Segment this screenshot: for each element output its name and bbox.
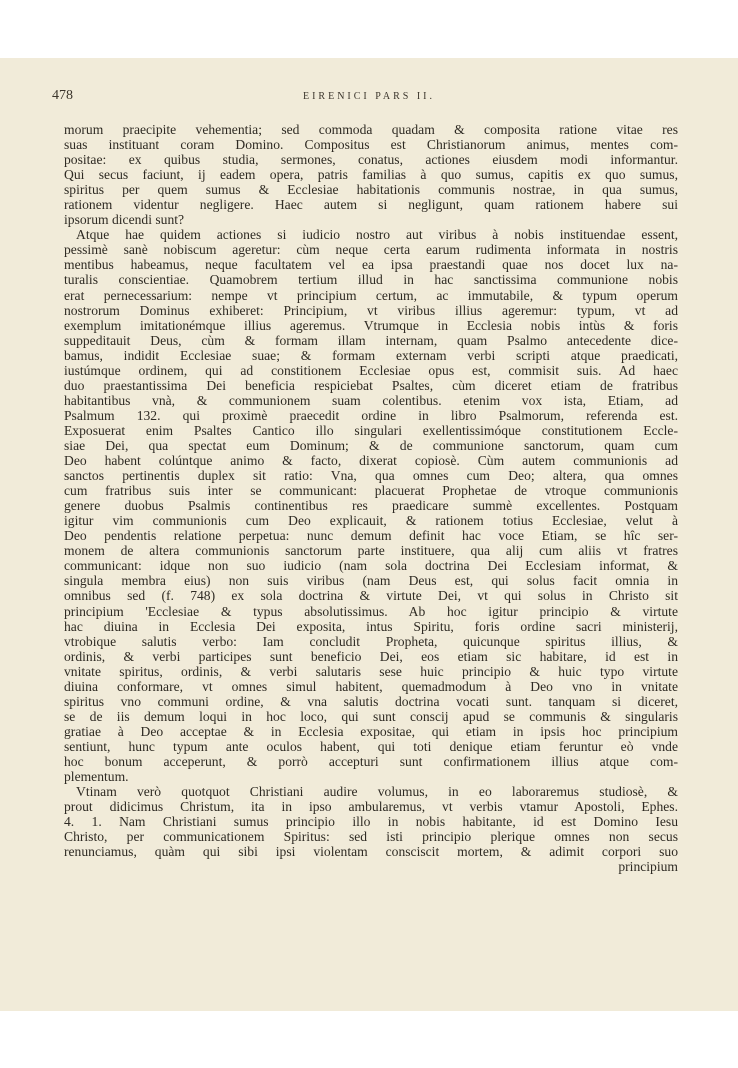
text-line: Christo, per communicationem Spiritus: sed isti principio plerique omnes non secus — [64, 829, 678, 845]
text-line: nostrorum Dominus exhiberet: Principium, vt viribus illius ageremur: typum, vt ad — [64, 302, 678, 318]
paragraph — [64, 122, 678, 227]
text-line: hoc bonum acceperunt, & porrò accepturi sunt confirmationem illius atque com- — [64, 753, 678, 769]
text-line: Deo habent colúntque animo & facto, dixerat copiosè. Cùm autem communionis ad — [64, 453, 678, 469]
page-header — [0, 88, 738, 108]
text-line: bamus, indidit Ecclesiae suae; & formam externam verbi scripti atque praedicati, — [64, 347, 678, 363]
text-line: Psalmum 132. qui proximè praecedit ordine in libro Psalmorum, referenda est. — [64, 407, 678, 423]
text-line: erat pernecessarium: nempe vt principium certum, ac immutabile, & typum operum — [64, 287, 678, 303]
text-line: Qui secus faciunt, ij eadem opera, patris familias à quo sumus, capitis ex quo sumus, — [64, 167, 678, 183]
text-line: ordinis, & verbi participes sunt beneficio Dei, eos etiam sic habitare, id est in — [64, 648, 678, 664]
text-line: turalis conscientiae. Quamobrem tertium illud in hac sanctissima communione nobis — [64, 272, 678, 288]
text-line: hac diuina in Ecclesia Dei exposita, intus Spiritu, foris ordine sacri ministerij, — [64, 618, 678, 634]
text-line: communicant: idque non suo iudicio (nam sola doctrina Dei Ecclesiam informat, & — [64, 558, 678, 574]
text-line: morum praecipite vehementia; sed commoda quadam & composita ratione vitae res — [64, 122, 678, 137]
text-line: vtrobique salutis verbo: Iam concludit Propheta, quicunque spiritus illius, & — [64, 633, 678, 649]
paragraph — [64, 227, 678, 784]
text-line: spiritus per quem sumus & Ecclesiae habitationis communis nostrae, in qua sumus, — [64, 182, 678, 198]
text-line: principium 'Ecclesiae & typus absolutissimus. Ab hoc igitur principio & virtute — [64, 603, 678, 619]
text-line: cum fratribus suis inter se communicant: placuerat Prophetae de vtroque communionis — [64, 483, 678, 499]
text-line: suas instituant coram Domino. Compositus est Christianorum animus, mentes com- — [64, 137, 678, 153]
text-line: spiritus vno communi ordine, & vna salutis doctrina vocati sunt. tanquam si diceret, — [64, 693, 678, 709]
text-line: habitantibus vnà, & communionem suam colentibus. etenim vox ista, Etiam, ad — [64, 392, 678, 408]
body-text — [64, 122, 678, 874]
text-line: Vtinam verò quotquot Christiani audire volumus, in eo laboraremus studiosè, & — [76, 784, 678, 800]
text-line: igitur vim communionis cum Deo explicauit, & rationem totius Ecclesiae, velut à — [64, 513, 678, 529]
text-line: renunciamus, quàm qui sibi ipsi violentam consciscit mortem, & adimit corpori suo — [64, 844, 678, 860]
text-line: positae: ex quibus studia, sermones, conatus, actiones eiusdem modi informantur. — [64, 152, 678, 168]
text-line: mentibus habeamus, neque facultatem vel ea ipsa praestandi quae nos docet lux na- — [64, 257, 678, 273]
page-number: 478 — [52, 88, 73, 103]
text-line: sentiunt, hunc typum ante oculos habent, qui toti denique etiam feruntur eò vnde — [64, 738, 678, 754]
text-line: ipsorum dicendi sunt? — [64, 212, 185, 228]
text-line: exemplum imitationémque illius ageremus. Vtrumque in Ecclesia nobis intùs & foris — [64, 317, 678, 333]
text-line: Atque hae quidem actiones si iudicio nostro aut viribus à nobis instituendae essent, — [76, 227, 678, 243]
text-line: prout didicimus Christum, ita in ipso ambularemus, vt verbis vtamur Apostoli, Ephes. — [64, 799, 678, 815]
text-line: iustúmque ordinem, qui ad constitionem Ecclesiae opus est, commisit suis. Ad haec — [64, 362, 678, 378]
text-line: diuina conformare, vt omnes simul habitent, quemadmodum à Deo vno in vnitate — [64, 678, 678, 694]
text-line: plementum. — [64, 769, 129, 785]
text-line: siae Dei, qua spectat eum Dominum; & de communione sanctorum, quam cum — [64, 437, 678, 453]
book-page — [0, 58, 738, 1011]
text-line: monem de altera communionis sanctorum parte instituere, qua alij cum aliis vt fratres — [64, 543, 678, 559]
text-line: se de iis demum loqui in hoc loco, qui sunt conscij apud se communis & singularis — [64, 708, 678, 724]
text-line: Exposuerat enim Psaltes Cantico illo singulari exellentissimóque constitutionem Eccle- — [64, 422, 678, 438]
text-line: sanctos pertinentis duplex sit ratio: Vna, qua omnes cum Deo; altera, qua omnes — [64, 468, 678, 484]
text-line: vnitate spiritus, ordinis, & verbi salutaris sese huic principio & huic typo virtute — [64, 663, 678, 679]
text-line: gratiae à Deo acceptae & in Ecclesia expositae, qui etiam in ipsis hoc principium — [64, 723, 678, 739]
text-line: rationem videntur negligere. Haec autem si negligunt, quam rationem habere sui — [64, 197, 678, 213]
text-line: singula membra eius) non suis viribus (nam Deus est, qui solus facit omnia in — [64, 573, 678, 589]
catchword: principium — [618, 859, 678, 875]
text-line: pessimè sanè nobiscum ageretur: cùm neque certa earum rudimenta informata in nostris — [64, 242, 678, 258]
text-line: omnibus sed (f. 748) ex sola doctrina & virtute Dei, vt qui solus in Christo sit — [64, 588, 678, 604]
paragraph — [64, 784, 678, 859]
running-title: EIRENICI PARS II. — [302, 91, 436, 102]
text-line: duo praestantissima Dei beneficia respiciebat Psaltes, cùm diceret etiam de fratribus — [64, 377, 678, 393]
text-line: suppeditauit Deus, cùm & formam illam internam, quam Psalmo antecedente dice- — [64, 332, 678, 348]
text-line: genere duobus Psalmis continentibus res praedicare summè excellentes. Postquam — [64, 498, 678, 514]
text-line: 4. 1. Nam Christiani sumus principio illo in nobis habitante, id est Domino Iesu — [64, 814, 678, 830]
text-line: Deo pendentis relatione perpetua: nunc demum definit hac voce Etiam, se hîc ser- — [64, 528, 678, 544]
